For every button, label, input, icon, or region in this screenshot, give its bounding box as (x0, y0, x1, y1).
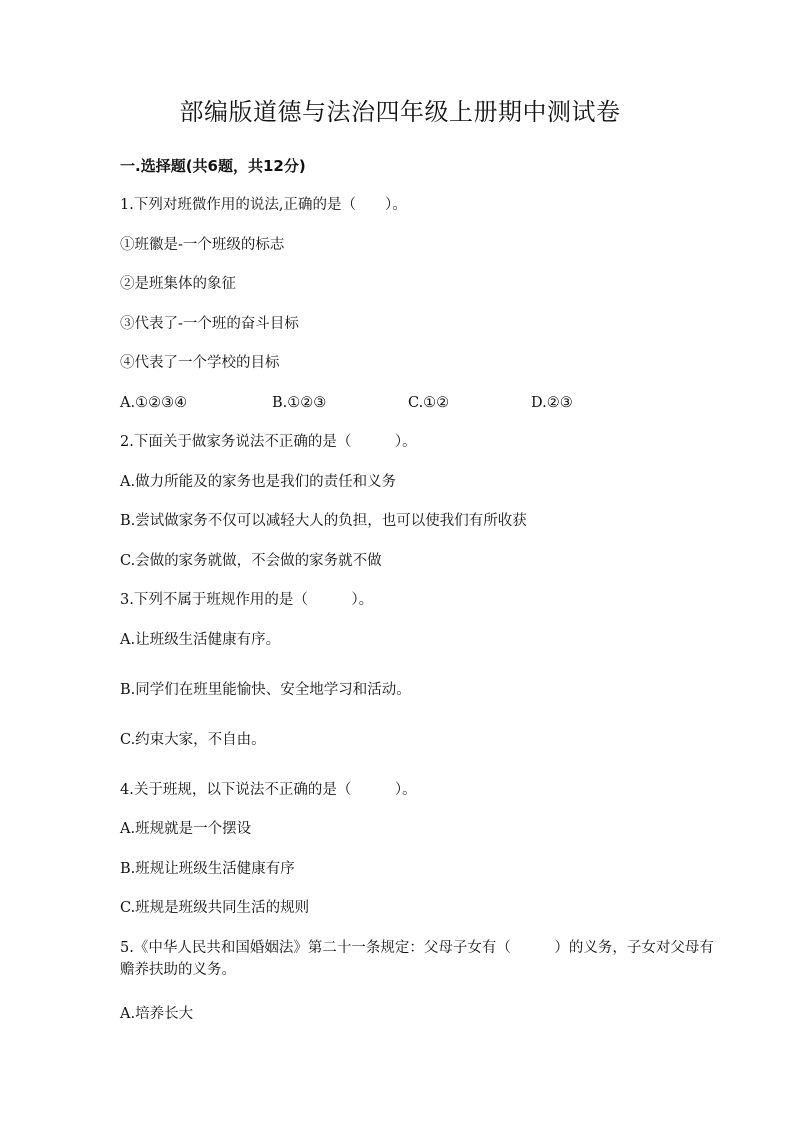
question-1 (120, 194, 720, 414)
option-a: A.做力所能及的家务也是我们的责任和义务 (120, 473, 397, 490)
question-5 (120, 937, 720, 1025)
statement-4: ④代表了一个学校的目标 (120, 355, 280, 371)
option-a: A.班规就是一个摆设 (120, 821, 252, 837)
option-a: A.让班级生活健康有序。 (120, 631, 281, 648)
option-c: C.①② (408, 394, 450, 411)
statement-1: ①班徽是-一个班级的标志 (120, 236, 285, 253)
question-stem: 1.下列对班微作用的说法,正确的是（ ）。 (120, 197, 407, 213)
options-row (120, 392, 720, 414)
question-4 (120, 779, 720, 920)
option-c: C.约束大家，不自由。 (120, 731, 266, 748)
section-heading: 一.选择题(共6题，共12分) (120, 157, 306, 175)
option-a: A.培养长大 (120, 1005, 194, 1022)
question-2 (120, 431, 720, 572)
option-b: B.班规让班级生活健康有序 (120, 860, 295, 877)
option-c: C.会做的家务就做，不会做的家务就不做 (120, 552, 382, 569)
option-b: B.尝试做家务不仅可以减轻大人的负担，也可以使我们有所收获 (120, 513, 527, 529)
question-3 (120, 589, 720, 751)
statement-3: ③代表了-一个班的奋斗目标 (120, 315, 299, 332)
option-b: B.同学们在班里能愉快、安全地学习和活动。 (120, 681, 411, 698)
statement-2: ②是班集体的象征 (120, 276, 236, 292)
option-b: B.①②③ (272, 394, 327, 411)
exam-title: 部编版道德与法治四年级上册期中测试卷 (179, 98, 621, 126)
option-a: A.①②③④ (120, 394, 188, 411)
question-stem: 2.下面关于做家务说法不正确的是（ ）。 (120, 434, 417, 450)
question-stem: 3.下列不属于班规作用的是（ ）。 (120, 592, 374, 608)
question-stem: 5.《中华人民共和国婚姻法》第二十一条规定：父母子女有（ ）的义务，子女对父母有赡养扶助的义务。 (120, 939, 714, 978)
option-d: D.②③ (531, 394, 573, 411)
option-c: C.班规是班级共同生活的规则 (120, 900, 310, 916)
question-stem: 4.关于班规，以下说法不正确的是（ ）。 (120, 781, 417, 798)
